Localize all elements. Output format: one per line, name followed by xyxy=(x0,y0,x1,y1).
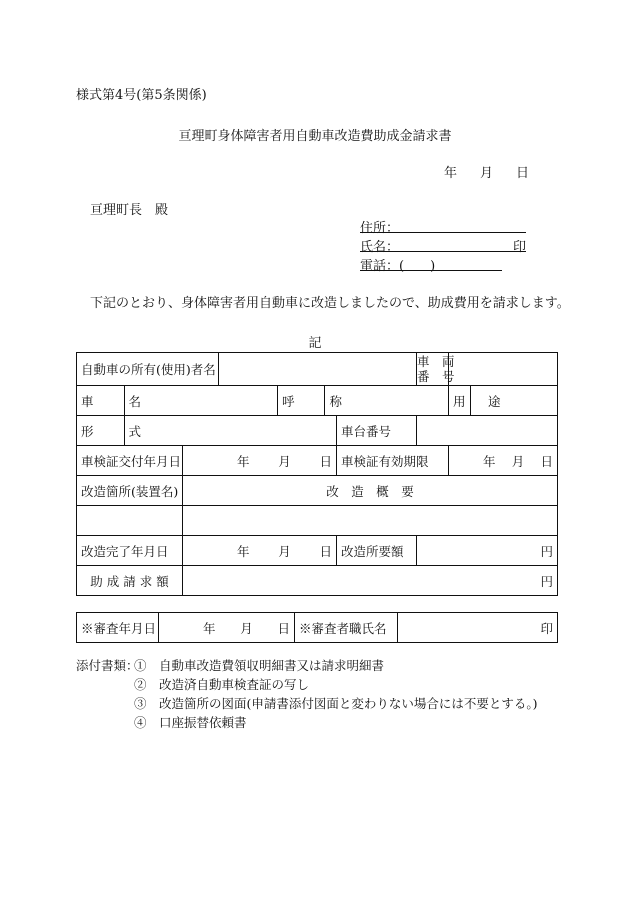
attachments-label: 添付書類： xyxy=(76,658,139,673)
request-statement: 下記のとおり、身体障害者用自動車に改造しましたので、助成費用を請求します。 xyxy=(90,296,570,311)
yen-unit: 円 xyxy=(540,573,554,589)
month-unit: 月 xyxy=(278,543,291,559)
complete-date-label: 改造完了年月日 xyxy=(77,536,183,566)
request-amount-label: 助 成 請 求 額 xyxy=(77,566,183,596)
review-date-label: ※審査年月日 xyxy=(77,613,159,643)
attachment-item-3: ③ 改造箇所の図面(申請書添付図面と変わりない場合には不要とする。) xyxy=(134,696,538,711)
month-unit: 月 xyxy=(278,453,291,469)
date-year-label: 年 xyxy=(444,166,458,181)
day-unit: 日 xyxy=(540,453,553,469)
inspection-issue-label: 車検証交付年月日 xyxy=(77,446,183,476)
model-input[interactable] xyxy=(125,416,337,446)
vehicle-number-label-line1: 車 両 xyxy=(417,354,455,369)
address-field[interactable] xyxy=(360,217,526,236)
nickname-label: 呼 称 xyxy=(278,386,325,416)
model-label: 形 式 xyxy=(77,416,125,446)
vehicle-number-label-line2: 番 号 xyxy=(417,369,455,384)
modify-summary-input[interactable] xyxy=(183,506,558,536)
modify-part-input[interactable] xyxy=(77,506,183,536)
address-label: 住所： xyxy=(360,221,400,236)
vehicle-number-label xyxy=(417,353,455,386)
name-label: 氏名： xyxy=(360,240,400,255)
owner-input[interactable] xyxy=(219,353,417,386)
reviewer-input[interactable] xyxy=(398,613,558,643)
owner-label: 自動車の所有(使用)者名 xyxy=(77,353,219,386)
name-field[interactable] xyxy=(360,236,526,255)
form-number: 様式第4号(第5条関係) xyxy=(76,88,207,103)
attachment-item-4: ④ 口座振替依頼書 xyxy=(134,715,247,730)
month-unit: 月 xyxy=(511,453,525,469)
day-unit: 日 xyxy=(319,543,332,559)
seal-mark: 印 xyxy=(540,620,553,636)
document-title: 亘理町身体障害者用自動車改造費助成金請求書 xyxy=(178,129,452,144)
day-unit: 日 xyxy=(319,453,332,469)
seal-mark: 印 xyxy=(512,240,526,255)
request-amount-input[interactable] xyxy=(183,566,558,596)
yen-unit: 円 xyxy=(540,543,554,559)
review-table xyxy=(76,612,558,643)
review-date-input[interactable] xyxy=(159,613,295,643)
phone-label: 電話：( ) xyxy=(360,259,436,274)
modify-cost-label: 改造所要額 xyxy=(337,536,417,566)
chassis-number-label: 車台番号 xyxy=(337,416,417,446)
car-name-label: 車 名 xyxy=(77,386,125,416)
inspection-expiry-label: 車検証有効期限 xyxy=(337,446,449,476)
vehicle-number-input[interactable] xyxy=(449,353,558,386)
modify-part-label: 改造箇所(装置名) xyxy=(77,476,183,506)
phone-field[interactable] xyxy=(360,255,502,274)
modify-summary-label: 改 造 概 要 xyxy=(183,476,558,506)
ki-heading: 記 xyxy=(308,336,322,351)
modify-cost-input[interactable] xyxy=(417,536,558,566)
complete-date-input[interactable] xyxy=(183,536,337,566)
reviewer-label: ※審査者職氏名 xyxy=(295,613,398,643)
addressee: 亘理町長 殿 xyxy=(90,203,169,218)
date-day-label: 日 xyxy=(516,166,530,181)
year-unit: 年 xyxy=(237,453,250,469)
chassis-number-input[interactable] xyxy=(417,416,558,446)
year-unit: 年 xyxy=(237,543,250,559)
usage-label: 用 途 xyxy=(449,386,471,416)
day-unit: 日 xyxy=(277,620,290,636)
month-unit: 月 xyxy=(240,620,253,636)
attachment-item-2: ② 改造済自動車検査証の写し xyxy=(134,677,310,692)
inspection-expiry-date-input[interactable] xyxy=(449,446,558,476)
date-month-label: 月 xyxy=(480,166,494,181)
attachment-item-1: ① 自動車改造費領収明細書又は請求明細書 xyxy=(134,658,385,673)
year-unit: 年 xyxy=(483,453,496,469)
inspection-issue-date-input[interactable] xyxy=(183,446,337,476)
vehicle-info-table xyxy=(76,352,558,596)
year-unit: 年 xyxy=(203,620,216,636)
